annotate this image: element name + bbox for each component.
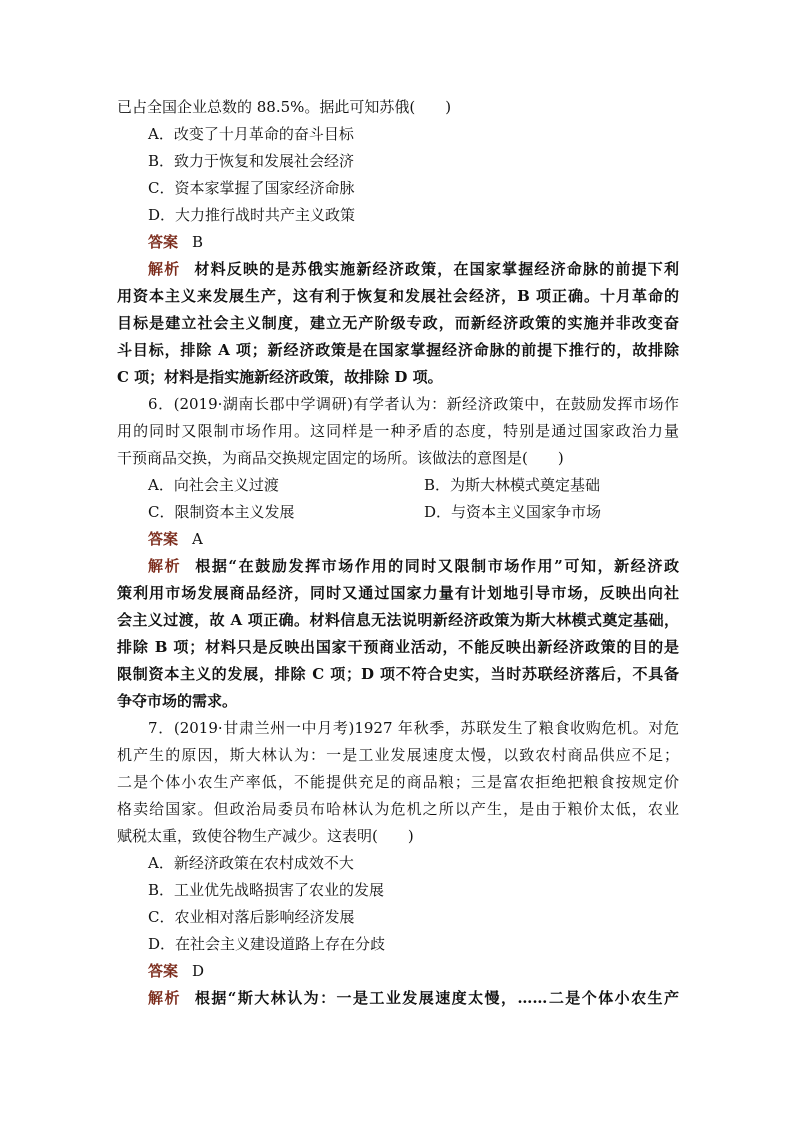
q5-option-d: D．大力推行战时共产主义政策: [148, 206, 356, 224]
q7-stem-line: 赋税太重，致使谷物生产减少。这表明( ): [117, 827, 414, 845]
q7-stem-line: 格卖给国家。但政治局委员布哈林认为危机之所以产生，是由于粮价太低，农业: [117, 800, 679, 818]
q6-stem-line: 干预商品交换，为商品交换规定固定的场所。该做法的意图是( ): [117, 449, 564, 467]
q7-option-d: D．在社会主义建设道路上存在分歧: [148, 935, 386, 953]
q5-answer: [148, 232, 203, 252]
q7-option-b: B．工业优先战略损害了农业的发展: [148, 881, 385, 899]
q5-analysis-line: 斗目标，排除 A 项；新经济政策是在国家掌握经济命脉的前提下推行的，故排除: [117, 341, 679, 359]
answer-value: D: [192, 962, 205, 980]
analysis-label: 解析: [148, 557, 182, 575]
analysis-text: 根据“在鼓励发挥市场作用的同时又限制市场作用”可知，新经济政: [195, 557, 679, 575]
q6-analysis-line: [148, 556, 679, 576]
q6-option-d: D．与资本主义国家争市场: [424, 503, 602, 521]
q6-option-b: B．为斯大林模式奠定基础: [424, 476, 601, 494]
q7-stem-line: 7．(2019·甘肃兰州一中月考)1927 年秋季，苏联发生了粮食收购危机。对危: [148, 719, 679, 737]
q7-option-c: C．农业相对落后影响经济发展: [148, 908, 355, 926]
q5-analysis-line: [148, 259, 679, 279]
answer-label: 答案: [148, 233, 179, 251]
q7-stem-line: 二是个体小农生产率低，不能提供充足的商品粮；三是富农拒绝把粮食按规定价: [117, 773, 679, 791]
q6-analysis-line: 会主义过渡，故 A 项正确。材料信息无法说明新经济政策为斯大林模式奠定基础，: [117, 611, 679, 629]
answer-label: 答案: [148, 962, 179, 980]
answer-label: 答案: [148, 530, 179, 548]
q5-option-b: B．致力于恢复和发展社会经济: [148, 152, 355, 170]
q5-stem-tail: 已占全国企业总数的 88.5%。据此可知苏俄( ): [117, 98, 452, 116]
q6-analysis-line: 排除 B 项；材料只是反映出国家干预商业活动，不能反映出新经济政策的目的是: [117, 638, 679, 656]
q7-analysis-line: [148, 988, 679, 1008]
answer-value: A: [192, 530, 203, 548]
q6-analysis-line: 限制资本主义的发展，排除 C 项；D 项不符合史实，当时苏联经济落后，不具备: [117, 665, 679, 683]
analysis-label: 解析: [148, 989, 181, 1007]
q6-answer: [148, 529, 203, 549]
q7-stem-line: 机产生的原因，斯大林认为：一是工业发展速度太慢，以致农村商品供应不足；: [117, 746, 679, 764]
q7-answer: [148, 961, 204, 981]
q6-stem-line: 6．(2019·湖南长郡中学调研)有学者认为：新经济政策中，在鼓励发挥市场作: [148, 395, 679, 413]
q7-option-a: A．新经济政策在农村成效不大: [148, 854, 354, 872]
q6-analysis-line: 策利用市场发展商品经济，同时又通过国家力量有计划地引导市场，反映出向社: [117, 584, 679, 602]
q6-option-c: C．限制资本主义发展: [148, 503, 295, 521]
q6-analysis-line: 争夺市场的需求。: [117, 692, 238, 710]
answer-value: B: [192, 233, 204, 251]
q6-stem-line: 用的同时又限制市场作用。这同样是一种矛盾的态度，特别是通过国家政治力量: [117, 422, 679, 440]
q5-option-a: A．改变了十月革命的奋斗目标: [148, 125, 354, 143]
analysis-text: 材料反映的是苏俄实施新经济政策，在国家掌握经济命脉的前提下利: [194, 260, 679, 278]
q5-analysis-line: 目标是建立社会主义制度，建立无产阶级专政，而新经济政策的实施并非改变奋: [117, 314, 679, 332]
analysis-label: 解析: [148, 260, 181, 278]
q6-option-a: A．向社会主义过渡: [148, 476, 279, 494]
q5-option-c: C．资本家掌握了国家经济命脉: [148, 179, 355, 197]
q5-analysis-line: 用资本主义来发展生产，这有利于恢复和发展社会经济，B 项正确。十月革命的: [117, 287, 679, 305]
analysis-text: 根据“斯大林认为：一是工业发展速度太慢，……二是个体小农生产: [194, 989, 679, 1007]
q5-analysis-line: C 项；材料是指实施新经济政策，故排除 D 项。: [117, 368, 443, 386]
